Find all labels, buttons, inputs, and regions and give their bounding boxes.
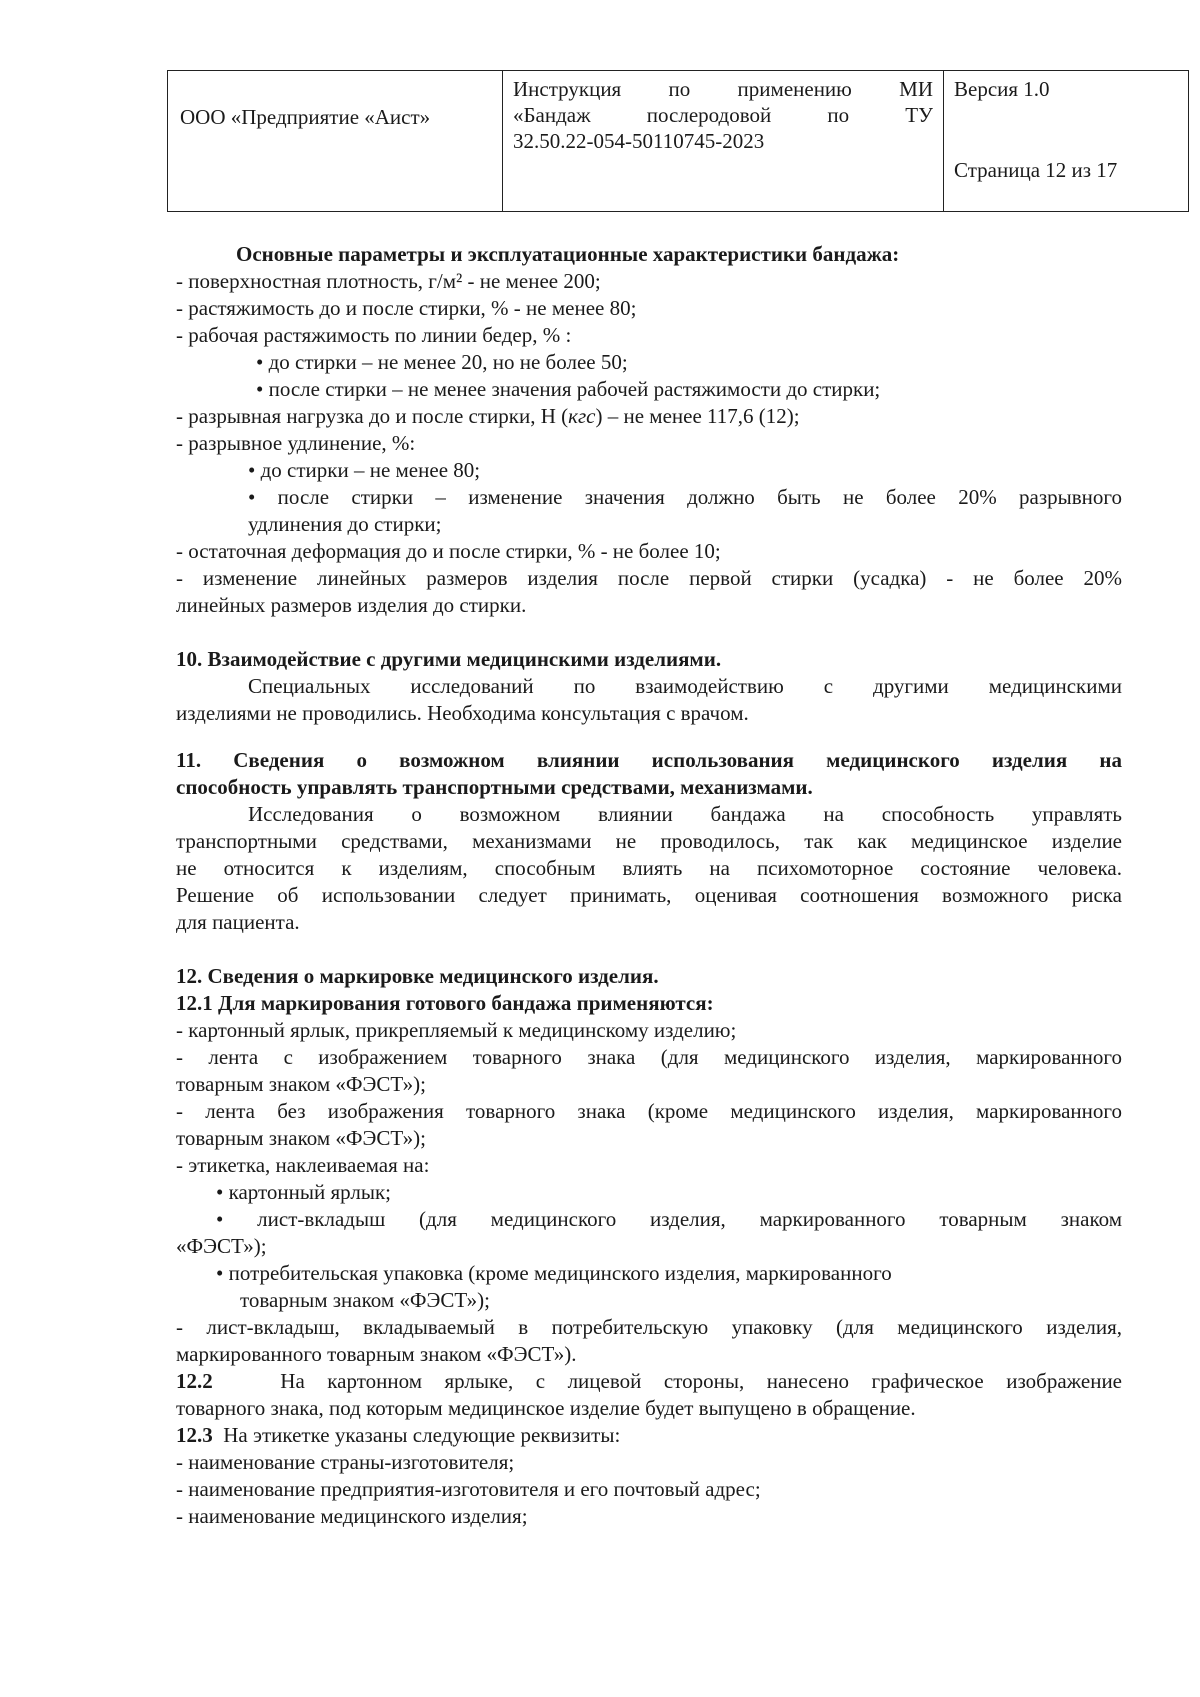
instruction-title-line: «Бандаж послеродовой по ТУ xyxy=(513,103,933,127)
param-item xyxy=(176,403,1122,430)
marking-subitem: • картонный ярлык; xyxy=(216,1180,392,1204)
label-requisite: - наименование страны-изготовителя; xyxy=(176,1450,515,1474)
marking-item-cont: товарным знаком «ФЭСТ»); xyxy=(176,1072,426,1096)
param-subitem: • до стирки – не менее 20, но не более 50; xyxy=(256,350,628,374)
marking-subitem: • потребительская упаковка (кроме медицинского изделия, маркированного xyxy=(216,1261,892,1285)
param-item: - растяжимость до и после стирки, % - не менее 80; xyxy=(176,296,637,320)
param-item: - разрывное удлинение, %: xyxy=(176,431,416,455)
section-12-2-line: На картонном ярлыке, с лицевой стороны, нанесено графическое изображение xyxy=(280,1369,1123,1393)
section-10-heading: 10. Взаимодействие с другими медицинскими изделиями. xyxy=(176,647,722,671)
param-item: - изменение линейных размеров изделия после первой стирки (усадка) - не более 20% xyxy=(176,566,1122,590)
version-cell xyxy=(944,71,1189,212)
param-subitem: • до стирки – не менее 80; xyxy=(248,458,481,482)
section-11-text: Решение об использовании следует принимать, оценивая соотношения возможного риска xyxy=(176,883,1122,907)
marking-subitem-cont: товарным знаком «ФЭСТ»); xyxy=(240,1288,490,1312)
marking-subitem-cont: «ФЭСТ»); xyxy=(176,1234,267,1258)
label-requisite: - наименование медицинского изделия; xyxy=(176,1504,528,1528)
section-11-heading: способность управлять транспортными средствами, механизмами. xyxy=(176,775,813,799)
section-11-heading: 11. Сведения о возможном влиянии использования медицинского изделия на xyxy=(176,748,1122,772)
section-12-2-text xyxy=(176,1368,1122,1395)
section-10-text: Специальных исследований по взаимодействию с другими медицинскими xyxy=(248,674,1122,698)
instruction-title-line: 32.50.22-054-50110745-2023 xyxy=(513,129,765,153)
document-body xyxy=(176,241,1122,1530)
param-text: ) – не менее 117,6 (12); xyxy=(595,404,800,428)
marking-item: - лист-вкладыш, вкладываемый в потребительскую упаковку (для медицинского изделия, xyxy=(176,1315,1122,1339)
document-header-table xyxy=(167,70,1189,212)
params-title: Основные параметры и эксплуатационные характеристики бандажа: xyxy=(236,242,900,266)
section-12-3-number: 12.3 xyxy=(176,1423,213,1447)
param-subitem-cont: удлинения до стирки; xyxy=(248,512,442,536)
param-item: - поверхностная плотность, г/м² - не менее 200; xyxy=(176,269,601,293)
section-12-heading: 12. Сведения о маркировке медицинского изделия. xyxy=(176,964,659,988)
section-12-3-line: На этикетке указаны следующие реквизиты: xyxy=(223,1423,621,1447)
marking-subitem: • лист-вкладыш (для медицинского изделия, маркированного товарным знаком xyxy=(216,1207,1122,1231)
param-text: - разрывная нагрузка до и после стирки, Н ( xyxy=(176,404,569,428)
marking-item-cont: маркированного товарным знаком «ФЭСТ»). xyxy=(176,1342,577,1366)
param-unit: кгс xyxy=(568,404,596,428)
marking-item: - лента без изображения товарного знака (кроме медицинского изделия, маркированного xyxy=(176,1099,1122,1123)
section-11-text: транспортными средствами, механизмами не проводилось, так как медицинское изделие xyxy=(176,829,1122,853)
marking-item-cont: товарным знаком «ФЭСТ»); xyxy=(176,1126,426,1150)
label-requisite: - наименование предприятия-изготовителя и его почтовый адрес; xyxy=(176,1477,761,1501)
section-12-2-line: товарного знака, под которым медицинское изделие будет выпущено в обращение. xyxy=(176,1396,916,1420)
instruction-title-line: Инструкция по применению МИ xyxy=(513,77,933,101)
section-12-3-text xyxy=(176,1422,1122,1449)
page-number: Страница 12 из 17 xyxy=(954,158,1118,182)
param-subitem: • после стирки – не менее значения рабочей растяжимости до стирки; xyxy=(256,377,881,401)
section-10-text: изделиями не проводились. Необходима консультация с врачом. xyxy=(176,701,749,725)
version-label: Версия 1.0 xyxy=(954,77,1050,101)
param-subitem: • после стирки – изменение значения должно быть не более 20% разрывного xyxy=(248,485,1122,509)
param-item: - рабочая растяжимость по линии бедер, % : xyxy=(176,323,572,347)
marking-item: - картонный ярлык, прикрепляемый к медицинскому изделию; xyxy=(176,1018,737,1042)
section-12-2-number: 12.2 xyxy=(176,1369,213,1393)
section-11-text: не относится к изделиям, способным влиять на психомоторное состояние человека. xyxy=(176,856,1122,880)
marking-item: - этикетка, наклеиваемая на: xyxy=(176,1153,430,1177)
section-11-text: Исследования о возможном влиянии бандажа на способность управлять xyxy=(248,802,1122,826)
section-11-text: для пациента. xyxy=(176,910,300,934)
marking-item: - лента с изображением товарного знака (для медицинского изделия, маркированного xyxy=(176,1045,1122,1069)
section-12-1-heading: 12.1 Для маркирования готового бандажа применяются: xyxy=(176,991,714,1015)
param-item: - остаточная деформация до и после стирки, % - не более 10; xyxy=(176,539,721,563)
instruction-title xyxy=(503,71,944,212)
organization-name: ООО «Предприятие «Аист» xyxy=(168,71,503,212)
param-item-cont: линейных размеров изделия до стирки. xyxy=(176,593,527,617)
